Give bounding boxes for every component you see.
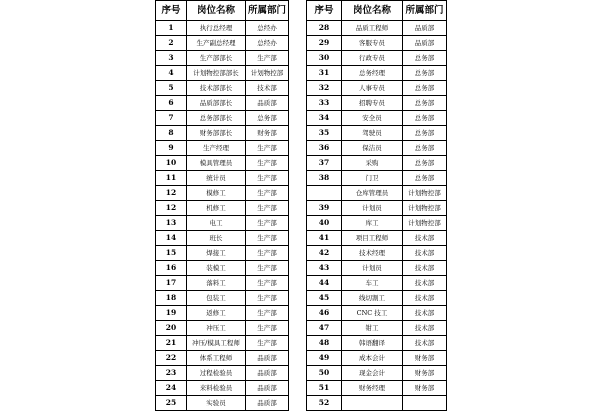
department-cell: 总务部	[403, 51, 447, 66]
position-name-cell: 招聘专员	[342, 96, 403, 111]
serial-no-cell: 19	[156, 306, 187, 321]
position-name-cell: 客服专员	[342, 36, 403, 51]
department-cell: 品质部	[246, 396, 289, 411]
table-row	[156, 291, 289, 306]
table-row	[156, 336, 289, 351]
position-name-cell: 焊接工	[187, 246, 246, 261]
serial-no-cell: 2	[156, 36, 187, 51]
table-row	[156, 351, 289, 366]
table-row	[156, 36, 289, 51]
position-name-cell: 模具管理员	[187, 156, 246, 171]
department-cell: 生产部	[246, 171, 289, 186]
table-row	[156, 216, 289, 231]
department-cell: 生产部	[246, 336, 289, 351]
table-row	[156, 111, 289, 126]
serial-no-cell: 12	[156, 186, 187, 201]
position-name-cell: 品质部部长	[187, 96, 246, 111]
serial-no-cell: 46	[307, 306, 342, 321]
table-row	[307, 396, 447, 411]
department-cell: 品质部	[403, 21, 447, 36]
serial-no-cell: 42	[307, 246, 342, 261]
department-cell	[403, 396, 447, 411]
serial-no-cell: 6	[156, 96, 187, 111]
table-row	[156, 126, 289, 141]
table-row	[156, 186, 289, 201]
table-row	[307, 321, 447, 336]
table-row	[156, 96, 289, 111]
department-cell: 总务部	[403, 171, 447, 186]
serial-no-cell: 11	[156, 171, 187, 186]
department-cell: 品质部	[246, 96, 289, 111]
serial-no-cell: 50	[307, 366, 342, 381]
table-row	[307, 306, 447, 321]
department-cell: 技术部	[403, 306, 447, 321]
table-row	[307, 156, 447, 171]
department-cell: 计划物控部	[403, 186, 447, 201]
position-name-cell: 采购	[342, 156, 403, 171]
department-cell: 生产部	[246, 276, 289, 291]
department-cell: 生产部	[246, 201, 289, 216]
position-name-cell: 冲压/模具工程师	[187, 336, 246, 351]
table-row	[307, 216, 447, 231]
position-name-cell: 安全员	[342, 111, 403, 126]
header-serial-no: 序号	[156, 1, 187, 21]
serial-no-cell: 21	[156, 336, 187, 351]
table-row	[307, 231, 447, 246]
department-cell: 生产部	[246, 261, 289, 276]
serial-no-cell	[307, 186, 342, 201]
serial-no-cell: 49	[307, 351, 342, 366]
table-row	[307, 291, 447, 306]
serial-no-cell: 7	[156, 111, 187, 126]
left-table-body	[156, 21, 289, 411]
department-cell: 技术部	[403, 336, 447, 351]
department-cell: 总务部	[403, 126, 447, 141]
serial-no-cell: 31	[307, 66, 342, 81]
table-header-row	[307, 1, 447, 21]
position-name-cell: 钳工	[342, 321, 403, 336]
department-cell: 总经办	[246, 21, 289, 36]
department-cell: 生产部	[246, 321, 289, 336]
position-name-cell: CNC 技工	[342, 306, 403, 321]
header-department: 所属部门	[403, 1, 447, 21]
serial-no-cell: 39	[307, 201, 342, 216]
position-name-cell: 包装工	[187, 291, 246, 306]
table-row	[156, 201, 289, 216]
table-row	[307, 51, 447, 66]
table-row	[156, 396, 289, 411]
serial-no-cell: 29	[307, 36, 342, 51]
position-name-cell: 保洁员	[342, 141, 403, 156]
table-row	[307, 111, 447, 126]
position-name-cell: 计划员	[342, 201, 403, 216]
serial-no-cell: 36	[307, 141, 342, 156]
serial-no-cell: 22	[156, 351, 187, 366]
serial-no-cell: 20	[156, 321, 187, 336]
position-name-cell: 冲压工	[187, 321, 246, 336]
department-cell: 总务部	[403, 156, 447, 171]
position-name-cell: 落料工	[187, 276, 246, 291]
department-cell: 生产部	[246, 141, 289, 156]
department-cell: 技术部	[246, 81, 289, 96]
position-name-cell: 人事专员	[342, 81, 403, 96]
department-cell: 总务部	[403, 141, 447, 156]
department-cell: 生产部	[246, 156, 289, 171]
position-table-right	[306, 0, 447, 411]
department-cell: 技术部	[403, 276, 447, 291]
serial-no-cell: 32	[307, 81, 342, 96]
right-table-body	[307, 21, 447, 411]
position-name-cell: 门卫	[342, 171, 403, 186]
department-cell: 技术部	[403, 246, 447, 261]
serial-no-cell: 25	[156, 396, 187, 411]
serial-no-cell: 15	[156, 246, 187, 261]
serial-no-cell: 3	[156, 51, 187, 66]
header-position-name: 岗位名称	[187, 1, 246, 21]
serial-no-cell: 38	[307, 171, 342, 186]
serial-no-cell: 40	[307, 216, 342, 231]
position-name-cell: 财务部部长	[187, 126, 246, 141]
department-cell: 总务部	[403, 66, 447, 81]
position-name-cell: 实验员	[187, 396, 246, 411]
department-cell: 生产部	[246, 186, 289, 201]
department-cell: 技术部	[403, 261, 447, 276]
serial-no-cell: 45	[307, 291, 342, 306]
table-row	[307, 21, 447, 36]
position-name-cell: 驾驶员	[342, 126, 403, 141]
table-row	[156, 276, 289, 291]
table-row	[156, 156, 289, 171]
position-name-cell: 统计员	[187, 171, 246, 186]
position-name-cell: 生产部部长	[187, 51, 246, 66]
table-row	[156, 246, 289, 261]
position-name-cell: 行政专员	[342, 51, 403, 66]
department-cell: 总务部	[403, 81, 447, 96]
table-row	[307, 336, 447, 351]
table-row	[156, 381, 289, 396]
position-name-cell: 现金会计	[342, 366, 403, 381]
position-name-cell: 过程检验员	[187, 366, 246, 381]
table-row	[156, 366, 289, 381]
serial-no-cell: 12	[156, 201, 187, 216]
position-name-cell: 返修工	[187, 306, 246, 321]
table-row	[307, 141, 447, 156]
serial-no-cell: 17	[156, 276, 187, 291]
department-cell: 品质部	[403, 36, 447, 51]
serial-no-cell: 48	[307, 336, 342, 351]
serial-no-cell: 5	[156, 81, 187, 96]
serial-no-cell: 18	[156, 291, 187, 306]
position-name-cell: 总务部部长	[187, 111, 246, 126]
position-name-cell: 技术部部长	[187, 81, 246, 96]
table-row	[307, 81, 447, 96]
table-row	[307, 126, 447, 141]
position-name-cell: 执行总经理	[187, 21, 246, 36]
department-cell: 财务部	[403, 351, 447, 366]
department-cell: 总经办	[246, 36, 289, 51]
serial-no-cell: 43	[307, 261, 342, 276]
department-cell: 品质部	[246, 366, 289, 381]
header-department: 所属部门	[246, 1, 289, 21]
table-row	[156, 66, 289, 81]
serial-no-cell: 33	[307, 96, 342, 111]
table-row	[156, 321, 289, 336]
department-cell: 品质部	[246, 381, 289, 396]
department-cell: 生产部	[246, 246, 289, 261]
table-row	[307, 261, 447, 276]
position-name-cell: 品质工程师	[342, 21, 403, 36]
serial-no-cell: 14	[156, 231, 187, 246]
position-name-cell: 财务经理	[342, 381, 403, 396]
table-row	[156, 21, 289, 36]
department-cell: 总务部	[403, 96, 447, 111]
position-name-cell: 库工	[342, 216, 403, 231]
department-cell: 计划物控部	[403, 216, 447, 231]
position-name-cell: 电工	[187, 216, 246, 231]
table-row	[307, 381, 447, 396]
table-row	[307, 186, 447, 201]
serial-no-cell: 1	[156, 21, 187, 36]
position-name-cell: 车工	[342, 276, 403, 291]
table-row	[307, 66, 447, 81]
header-position-name: 岗位名称	[342, 1, 403, 21]
serial-no-cell: 8	[156, 126, 187, 141]
position-table-left	[155, 0, 289, 411]
serial-no-cell: 4	[156, 66, 187, 81]
table-row	[307, 96, 447, 111]
table-row	[307, 171, 447, 186]
department-cell: 财务部	[403, 366, 447, 381]
position-name-cell: 韩语翻译	[342, 336, 403, 351]
position-name-cell: 模修工	[187, 186, 246, 201]
table-row	[156, 81, 289, 96]
position-name-cell: 体系工程师	[187, 351, 246, 366]
serial-no-cell: 28	[307, 21, 342, 36]
serial-no-cell: 30	[307, 51, 342, 66]
position-name-cell: 生产经理	[187, 141, 246, 156]
serial-no-cell: 41	[307, 231, 342, 246]
serial-no-cell: 47	[307, 321, 342, 336]
serial-no-cell: 24	[156, 381, 187, 396]
department-cell: 生产部	[246, 216, 289, 231]
table-row	[156, 51, 289, 66]
position-name-cell: 技术经理	[342, 246, 403, 261]
serial-no-cell: 35	[307, 126, 342, 141]
position-name-cell: 来料检验员	[187, 381, 246, 396]
table-row	[156, 306, 289, 321]
table-row	[307, 201, 447, 216]
department-cell: 财务部	[403, 381, 447, 396]
table-header-row	[156, 1, 289, 21]
table-row	[156, 171, 289, 186]
serial-no-cell: 10	[156, 156, 187, 171]
department-cell: 计划物控部	[246, 66, 289, 81]
position-name-cell: 项目工程师	[342, 231, 403, 246]
position-name-cell	[342, 396, 403, 411]
serial-no-cell: 51	[307, 381, 342, 396]
department-cell: 技术部	[403, 321, 447, 336]
position-name-cell: 计划物控部部长	[187, 66, 246, 81]
serial-no-cell: 34	[307, 111, 342, 126]
position-name-cell: 生产副总经理	[187, 36, 246, 51]
position-name-cell: 装模工	[187, 261, 246, 276]
department-cell: 生产部	[246, 306, 289, 321]
department-cell: 总务部	[246, 111, 289, 126]
table-row	[156, 141, 289, 156]
header-serial-no: 序号	[307, 1, 342, 21]
position-name-cell: 线切割工	[342, 291, 403, 306]
serial-no-cell: 37	[307, 156, 342, 171]
table-row	[307, 351, 447, 366]
table-row	[156, 261, 289, 276]
serial-no-cell: 23	[156, 366, 187, 381]
table-row	[307, 36, 447, 51]
department-cell: 品质部	[246, 351, 289, 366]
serial-no-cell: 9	[156, 141, 187, 156]
serial-no-cell: 52	[307, 396, 342, 411]
table-row	[307, 246, 447, 261]
serial-no-cell: 13	[156, 216, 187, 231]
position-name-cell: 仓库管理员	[342, 186, 403, 201]
position-name-cell: 计划员	[342, 261, 403, 276]
department-cell: 技术部	[403, 231, 447, 246]
department-cell: 生产部	[246, 231, 289, 246]
table-row	[307, 276, 447, 291]
department-cell: 生产部	[246, 291, 289, 306]
department-cell: 财务部	[246, 126, 289, 141]
table-row	[156, 231, 289, 246]
position-name-cell: 成本会计	[342, 351, 403, 366]
department-cell: 生产部	[246, 51, 289, 66]
position-name-cell: 机修工	[187, 201, 246, 216]
serial-no-cell: 16	[156, 261, 187, 276]
department-cell: 技术部	[403, 291, 447, 306]
table-row	[307, 366, 447, 381]
department-cell: 总务部	[403, 111, 447, 126]
position-name-cell: 总务经理	[342, 66, 403, 81]
department-cell: 计划物控部	[403, 201, 447, 216]
serial-no-cell: 44	[307, 276, 342, 291]
position-name-cell: 班长	[187, 231, 246, 246]
